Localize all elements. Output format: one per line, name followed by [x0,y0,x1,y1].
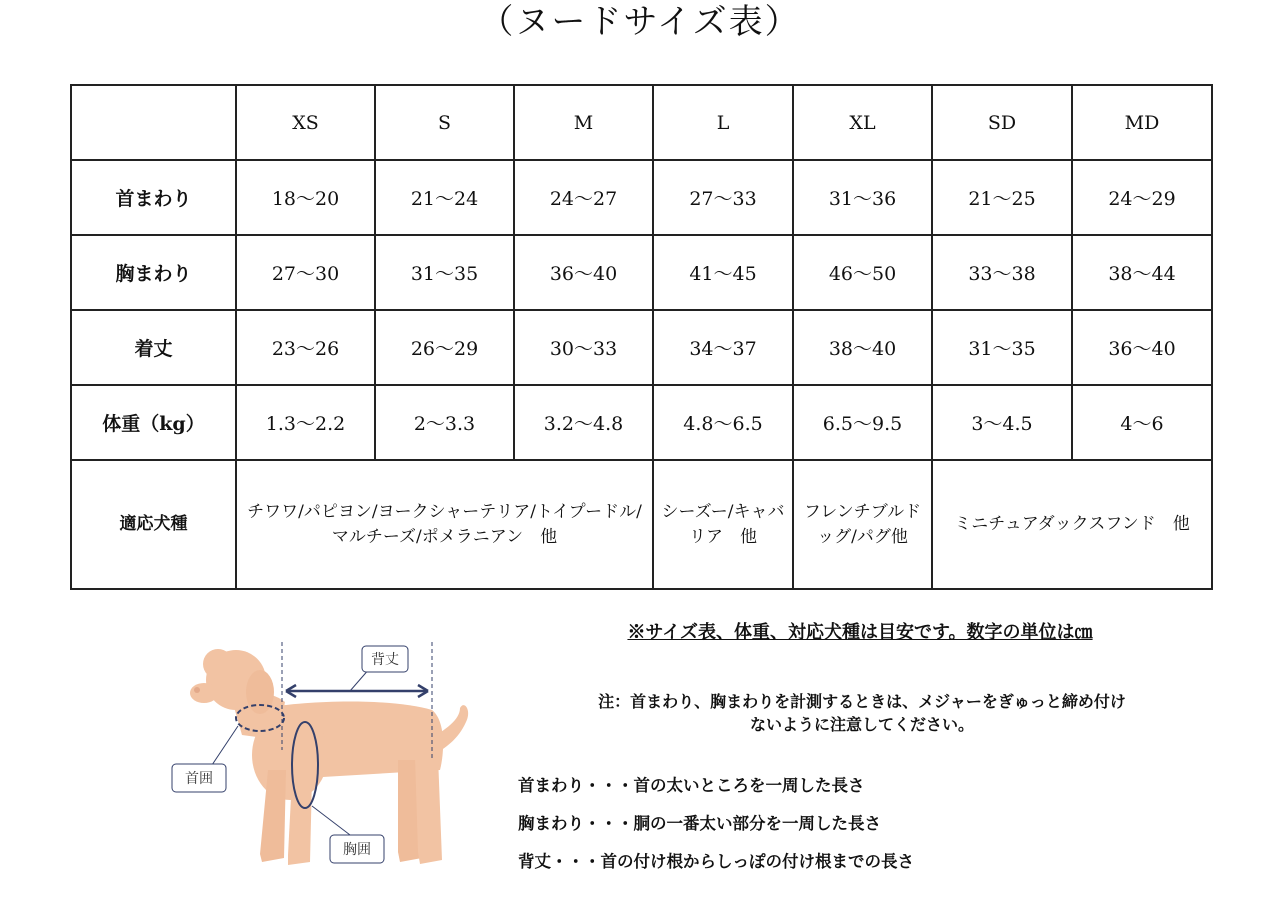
size-header: XL [793,85,932,160]
corner-cell [71,85,236,160]
size-header: XS [236,85,375,160]
back-length-label: 背丈 [371,652,399,668]
caution-line: ないように注意してください。 [749,715,974,734]
table-cell: 24〜27 [514,160,653,235]
table-cell: 33〜38 [932,235,1072,310]
row-label: 体重（kg） [71,385,236,460]
table-cell: 31〜35 [375,235,514,310]
row-label: 首まわり [71,160,236,235]
definition-neck: 首まわり・・・首の太いところを一周した長さ [518,776,865,795]
neck-label: 首囲 [185,771,213,787]
breed-cell-l: シーズー/キャバリア 他 [653,460,793,589]
table-row-breed [71,460,1212,589]
size-header-row [71,85,1212,160]
table-row-neck [71,160,1212,235]
table-row-length [71,310,1212,385]
size-header: L [653,85,793,160]
table-cell: 38〜44 [1072,235,1212,310]
table-cell: 24〜29 [1072,160,1212,235]
definition-chest: 胸まわり・・・胴の一番太い部分を一周した長さ [518,814,881,833]
size-header: MD [1072,85,1212,160]
size-header: M [514,85,653,160]
size-disclaimer: ※サイズ表、体重、対応犬種は目安です。数字の単位は㎝ [627,622,1093,643]
table-cell: 21〜25 [932,160,1072,235]
row-label: 着丈 [71,310,236,385]
table-cell: 36〜40 [514,235,653,310]
table-cell: 36〜40 [1072,310,1212,385]
table-cell: 34〜37 [653,310,793,385]
breed-cell-small: チワワ/パピヨン/ヨークシャーテリア/トイプードル/マルチーズ/ポメラニアン 他 [236,460,653,589]
table-cell: 31〜35 [932,310,1072,385]
table-cell: 30〜33 [514,310,653,385]
definition-back: 背丈・・・首の付け根からしっぽの付け根までの長さ [518,852,914,871]
chest-label: 胸囲 [343,842,371,858]
table-cell: 3〜4.5 [932,385,1072,460]
dog-illustration [190,649,468,865]
table-cell: 23〜26 [236,310,375,385]
breed-cell-dachs: ミニチュアダックスフンド 他 [932,460,1212,589]
size-header: S [375,85,514,160]
table-cell: 21〜24 [375,160,514,235]
breed-cell-xl: フレンチブルドッグ/パグ他 [793,460,932,589]
table-cell: 6.5〜9.5 [793,385,932,460]
table-cell: 4〜6 [1072,385,1212,460]
caution-line: 注：首まわり、胸まわりを計測するときは、メジャーをぎゅっと締め付け [598,692,1126,711]
table-row-weight [71,385,1212,460]
table-cell: 18〜20 [236,160,375,235]
table-cell: 3.2〜4.8 [514,385,653,460]
page-title: （ヌードサイズ表） [479,2,801,42]
measure-caution [512,690,1212,736]
table-cell: 27〜33 [653,160,793,235]
table-cell: 2〜3.3 [375,385,514,460]
table-cell: 31〜36 [793,160,932,235]
table-cell: 41〜45 [653,235,793,310]
table-cell: 27〜30 [236,235,375,310]
row-label: 胸まわり [71,235,236,310]
size-header: SD [932,85,1072,160]
table-cell: 26〜29 [375,310,514,385]
table-row-chest [71,235,1212,310]
table-cell: 46〜50 [793,235,932,310]
table-cell: 38〜40 [793,310,932,385]
row-label: 適応犬種 [71,460,236,589]
size-table [70,84,1213,590]
table-cell: 1.3〜2.2 [236,385,375,460]
table-cell: 4.8〜6.5 [653,385,793,460]
dog-measurement-diagram [160,630,490,880]
